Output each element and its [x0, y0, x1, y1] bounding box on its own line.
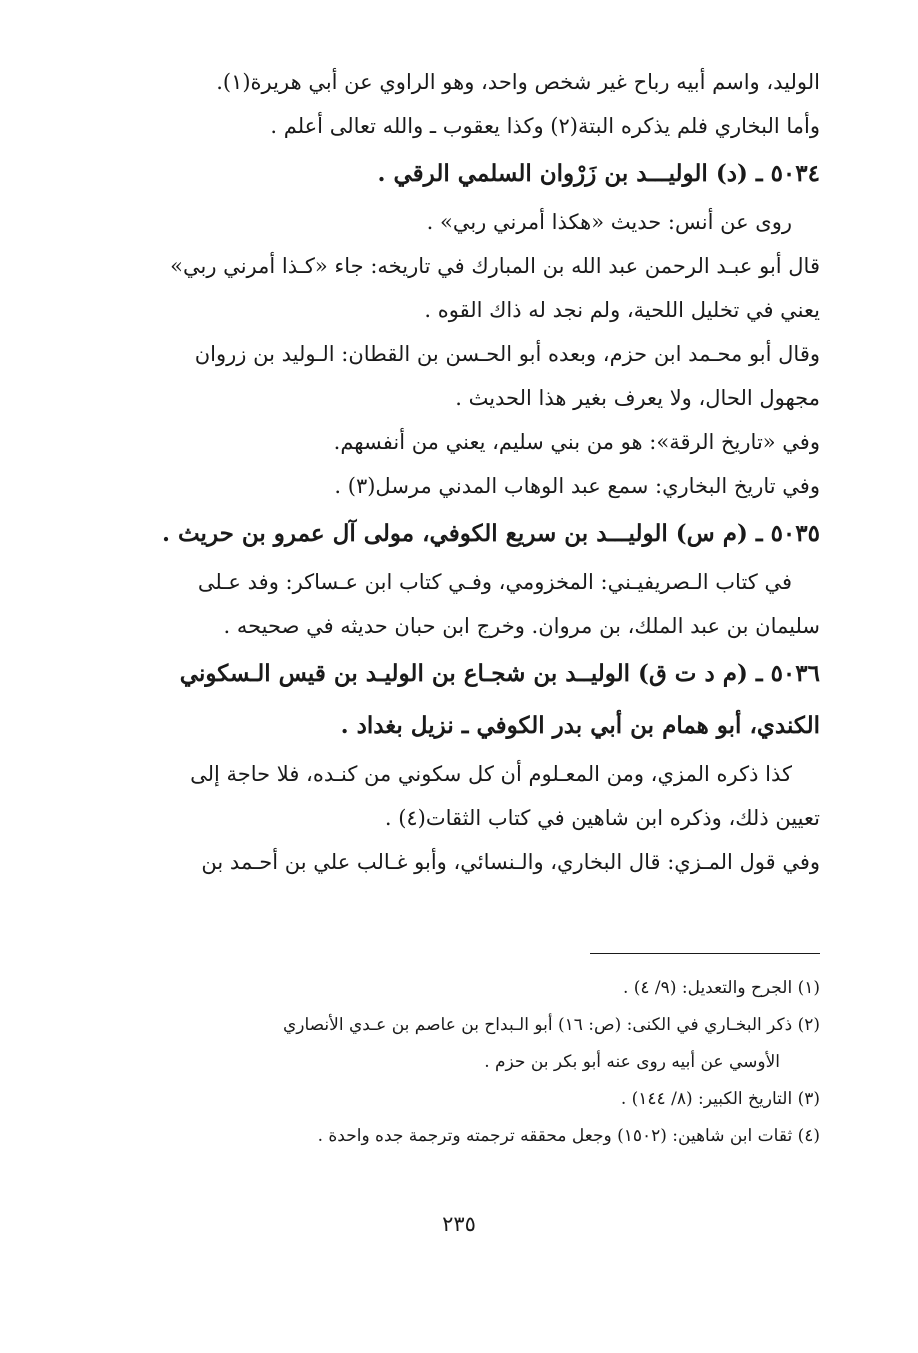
body-line: وفي قول المـزي: قال البخاري، والـنسائي، وأبو غـالب علي بن أحـمد بن [201, 850, 820, 874]
footnote: (٢) ذكر البخـاري في الكنى: (ص: ١٦) أبو الـبداح بن عاصم بن عـدي الأنصاري [282, 1015, 820, 1035]
entry-heading-5036-cont: الكندي، أبو همام بن أبي بدر الكوفي ـ نزيل بغداد . [340, 712, 820, 739]
body-line: يعني في تخليل اللحية، ولم نجد له ذاك القوه . [424, 298, 820, 322]
page-number: ٢٣٥ [442, 1212, 476, 1236]
footnote: (٤) ثقات ابن شاهين: (١٥٠٢) وجعل محققه ترجمته وترجمة جده واحدة . [317, 1126, 820, 1146]
entry-heading-5034: ٥٠٣٤ ـ (د) الوليـــد بن زَرْوان السلمي الرقي . [377, 160, 820, 187]
entry-heading-5035: ٥٠٣٥ ـ (م س) الوليـــد بن سريع الكوفي، مولى آل عمرو بن حريث . [161, 520, 820, 547]
body-line: قال أبو عبـد الرحمن عبد الله بن المبارك في تاريخه: جاء «كـذا أمرني ربي» [170, 254, 820, 278]
body-line: تعيين ذلك، وذكره ابن شاهين في كتاب الثقات(٤) . [384, 806, 820, 830]
footnote: (١) الجرح والتعديل: (٩/ ٤) . [622, 978, 820, 998]
body-line: وفي «تاريخ الرقة»: هو من بني سليم، يعني من أنفسهم. [333, 430, 820, 454]
body-line: في كتاب الـصريفيـني: المخزومي، وفـي كتاب ابن عـساكر: وفد عـلى [197, 570, 792, 594]
body-line: سليمان بن عبد الملك، بن مروان. وخرج ابن حبان حديثه في صحيحه . [223, 614, 820, 638]
body-line: الوليد، واسم أبيه رباح غير شخص واحد، وهو الراوي عن أبي هريرة(١). [216, 70, 820, 94]
body-line: كذا ذكره المزي، ومن المعـلوم أن كل سكوني من كنـده، فلا حاجة إلى [190, 762, 792, 786]
body-line: روى عن أنس: حديث «هكذا أمرني ربي» . [426, 210, 792, 234]
footnote-divider [590, 953, 820, 954]
footnotes [100, 970, 820, 1155]
body-line: وفي تاريخ البخاري: سمع عبد الوهاب المدني مرسل(٣) . [334, 474, 820, 498]
footnote-continuation: الأوسي عن أبيه روى عنه أبو بكر بن حزم . [484, 1052, 780, 1072]
main-text [100, 60, 820, 884]
body-line: وقال أبو محـمد ابن حزم، وبعده أبو الحـسن بن القطان: الـوليد بن زروان [194, 342, 820, 366]
footnote: (٣) التاريخ الكبير: (٨/ ١٤٤) . [620, 1089, 820, 1109]
body-line: وأما البخاري فلم يذكره البتة(٢) وكذا يعقوب ـ والله تعالى أعلم . [270, 114, 820, 138]
body-line: مجهول الحال، ولا يعرف بغير هذا الحديث . [455, 386, 820, 410]
entry-heading-5036: ٥٠٣٦ ـ (م د ت ق) الوليــد بن شجـاع بن الوليـد بن قيس الـسكوني [179, 660, 820, 687]
